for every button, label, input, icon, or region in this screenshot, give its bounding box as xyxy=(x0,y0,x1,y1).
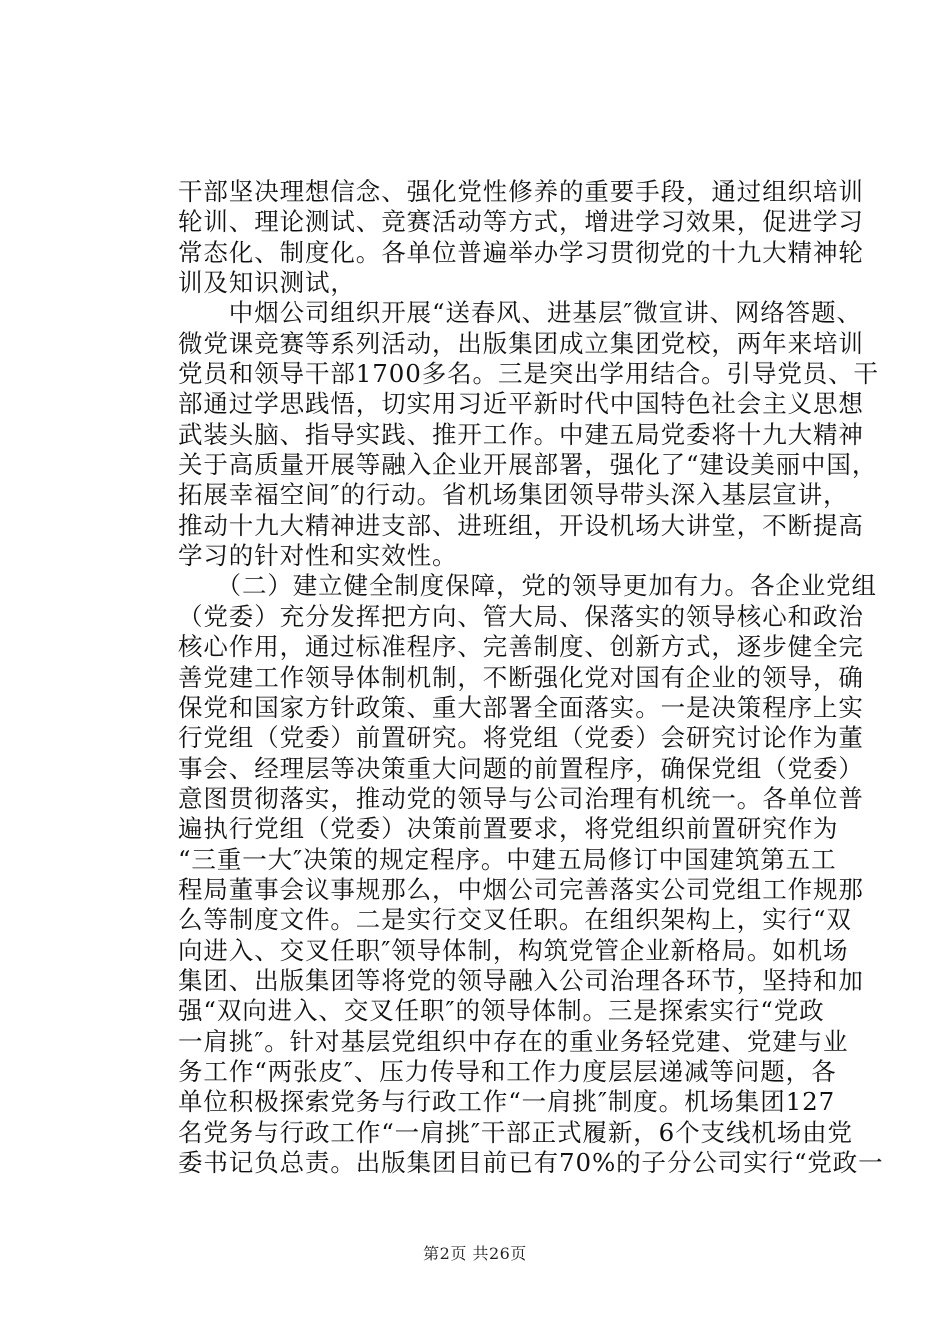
text-line: 武装头脑、指导实践、推开工作。中建五局党委将十九大精神 xyxy=(178,419,864,449)
text-line: 委书记负总责。出版集团目前已有70%的子分公司实行“党政一 xyxy=(178,1148,884,1177)
text-line: 推动十九大精神进支部、进班组，开设机场大讲堂，不断提高 xyxy=(178,510,864,540)
text-line: 向进入、交叉任职″领导体制，构筑党管企业新格局。如机场 xyxy=(178,935,849,965)
text-line: 微党课竞赛等系列活动，出版集团成立集团党校，两年来培训 xyxy=(178,328,864,358)
text-line: （二）建立健全制度保障，党的领导更加有力。各企业党组 xyxy=(178,571,877,601)
text-line: （党委）充分发挥把方向、管大局、保落实的领导核心和政治 xyxy=(178,601,864,631)
text-line: 学习的针对性和实效性。 xyxy=(178,541,458,571)
page-footer: 第2页 共26页 xyxy=(423,1244,527,1263)
text-line: 常态化、制度化。各单位普遍举办学习贯彻党的十九大精神轮 xyxy=(178,237,864,267)
text-line: 轮训、理论测试、竞赛活动等方式，增进学习效果，促进学习 xyxy=(178,207,864,237)
text-line: 强“双向进入、交叉任职″的领导体制。三是探索实行“党政 xyxy=(178,996,825,1026)
text-line: 保党和国家方针政策、重大部署全面落实。一是决策程序上实 xyxy=(178,692,864,722)
text-line: 关于高质量开展等融入企业开展部署，强化了“建设美丽中国， xyxy=(178,450,878,480)
text-line: 意图贯彻落实，推动党的领导与公司治理有机统一。各单位普 xyxy=(178,783,864,813)
text-line: 遍执行党组（党委）决策前置要求，将党组织前置研究作为 xyxy=(178,814,839,844)
text-line: 部通过学思践悟，切实用习近平新时代中国特色社会主义思想 xyxy=(178,389,864,419)
text-line: 程局董事会议事规那么，中烟公司完善落实公司党组工作规那 xyxy=(178,874,864,904)
text-line: 集团、出版集团等将党的领导融入公司治理各环节，坚持和加 xyxy=(178,965,864,995)
text-line: 党员和领导干部1700多名。三是突出学用结合。引导党员、干 xyxy=(178,359,879,389)
text-line: 一肩挑″。针对基层党组织中存在的重业务轻党建、党建与业 xyxy=(178,1026,849,1056)
text-line: 干部坚决理想信念、强化党性修养的重要手段，通过组织培训 xyxy=(178,177,864,206)
text-line: 单位积极探索党务与行政工作“一肩挑″制度。机场集团127 xyxy=(178,1087,836,1117)
text-line: 么等制度文件。二是实行交叉任职。在组织架构上，实行“双 xyxy=(178,905,852,935)
text-line: 名党务与行政工作“一肩挑″干部正式履新，6个支线机场由党 xyxy=(178,1117,853,1147)
text-line: “三重一大″决策的规定程序。中建五局修订中国建筑第五工 xyxy=(178,844,837,874)
text-line: 务工作“两张皮″、压力传导和工作力度层层递减等问题，各 xyxy=(178,1056,837,1086)
text-line: 善党建工作领导体制机制，不断强化党对国有企业的领导，确 xyxy=(178,662,864,692)
text-line: 行党组（党委）前置研究。将党组（党委）会研究讨论作为董 xyxy=(178,723,864,753)
text-line: 事会、经理层等决策重大问题的前置程序，确保党组（党委） xyxy=(178,753,864,783)
text-line: 训及知识测试， xyxy=(178,268,356,298)
body-text xyxy=(178,177,884,1178)
text-line: 核心作用，通过标准程序、完善制度、创新方式，逐步健全完 xyxy=(178,632,864,662)
text-line: 中烟公司组织开展“送春风、进基层″微宣讲、网络答题、 xyxy=(178,298,862,328)
text-line: 拓展幸福空间″的行动。省机场集团领导带头深入基层宣讲， xyxy=(178,480,849,510)
